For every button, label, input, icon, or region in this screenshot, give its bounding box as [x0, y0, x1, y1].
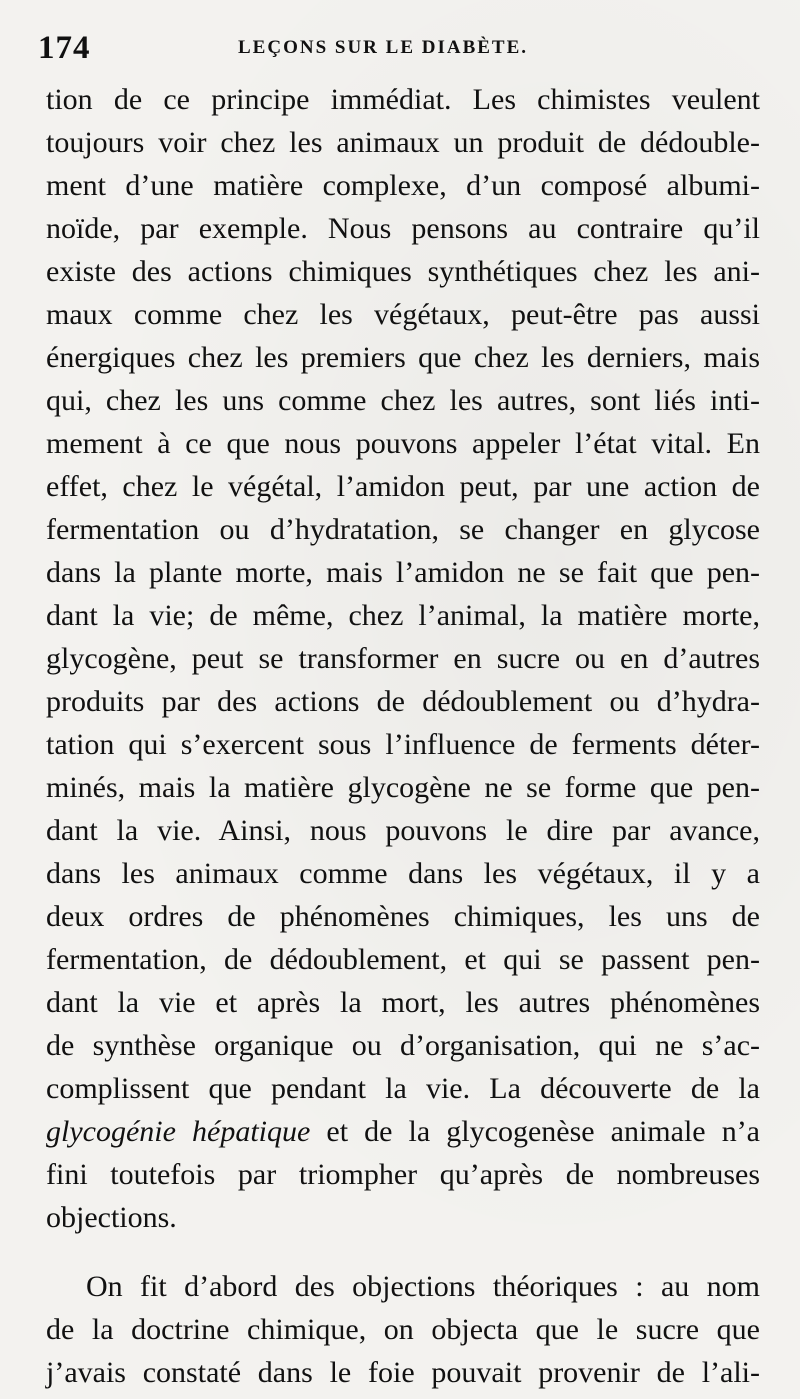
body-text [46, 78, 760, 1394]
text-line: produits par des actions de dédoublement ou d’hydra- [46, 685, 760, 718]
text-line: glycogène, peut se transformer en sucre ou en d’autres [46, 642, 760, 675]
text-line-with-italic [46, 1110, 760, 1153]
paragraph-gap [46, 1239, 760, 1265]
text-line: ment d’une matière complexe, d’un composé albumi- [46, 169, 760, 202]
text-line: deux ordres de phénomènes chimiques, les uns de [46, 900, 760, 933]
text-line: dant la vie et après la mort, les autres phénomènes [46, 986, 760, 1019]
text-line: fini toutefois par triompher qu’après de nombreuses [46, 1158, 760, 1191]
italic-term: glycogénie hépatique [46, 1115, 311, 1148]
text-line: mement à ce que nous pouvons appeler l’état vital. En [46, 427, 760, 460]
text-line: dant la vie. Ainsi, nous pouvons le dire par avance, [46, 814, 760, 847]
text-line: tation qui s’exercent sous l’influence de ferments déter- [46, 728, 760, 761]
text-line: effet, chez le végétal, l’amidon peut, par une action de [46, 470, 760, 503]
text-line: de la doctrine chimique, on objecta que le sucre que [46, 1313, 760, 1346]
text-line: noïde, par exemple. Nous pensons au contraire qu’il [46, 212, 760, 245]
text-line: j’avais constaté dans le foie pouvait provenir de l’ali- [46, 1356, 760, 1389]
text-line: tion de ce principe immédiat. Les chimistes veulent [46, 83, 760, 116]
text-fragment: et de la glycogenèse animale n’a [310, 1115, 760, 1148]
text-line: complissent que pendant la vie. La découverte de la [46, 1072, 760, 1105]
text-line: existe des actions chimiques synthétiques chez les ani- [46, 255, 760, 288]
running-head: LEÇONS SUR LE DIABÈTE. [238, 37, 529, 58]
text-line: dans la plante morte, mais l’amidon ne se fait que pen- [46, 556, 760, 589]
text-line: dans les animaux comme dans les végétaux, il y a [46, 857, 760, 890]
text-line: énergiques chez les premiers que chez les derniers, mais [46, 341, 760, 374]
text-line: minés, mais la matière glycogène ne se forme que pen- [46, 771, 760, 804]
text-line: dant la vie; de même, chez l’animal, la matière morte, [46, 599, 760, 632]
text-line: fermentation ou d’hydratation, se changer en glycose [46, 513, 760, 546]
text-line: objections. [46, 1201, 177, 1234]
page-number: 174 [38, 30, 91, 66]
text-line: de synthèse organique ou d’organisation, qui ne s’ac- [46, 1029, 760, 1062]
text-line: fermentation, de dédoublement, et qui se passent pen- [46, 943, 760, 976]
text-line: toujours voir chez les animaux un produit de dédouble- [46, 126, 760, 159]
text-line: maux comme chez les végétaux, peut-être pas aussi [46, 298, 760, 331]
text-line: On fit d’abord des objections théoriques : au nom [86, 1270, 760, 1303]
text-line: qui, chez les uns comme chez les autres, sont liés inti- [46, 384, 760, 417]
page-header [38, 30, 760, 70]
